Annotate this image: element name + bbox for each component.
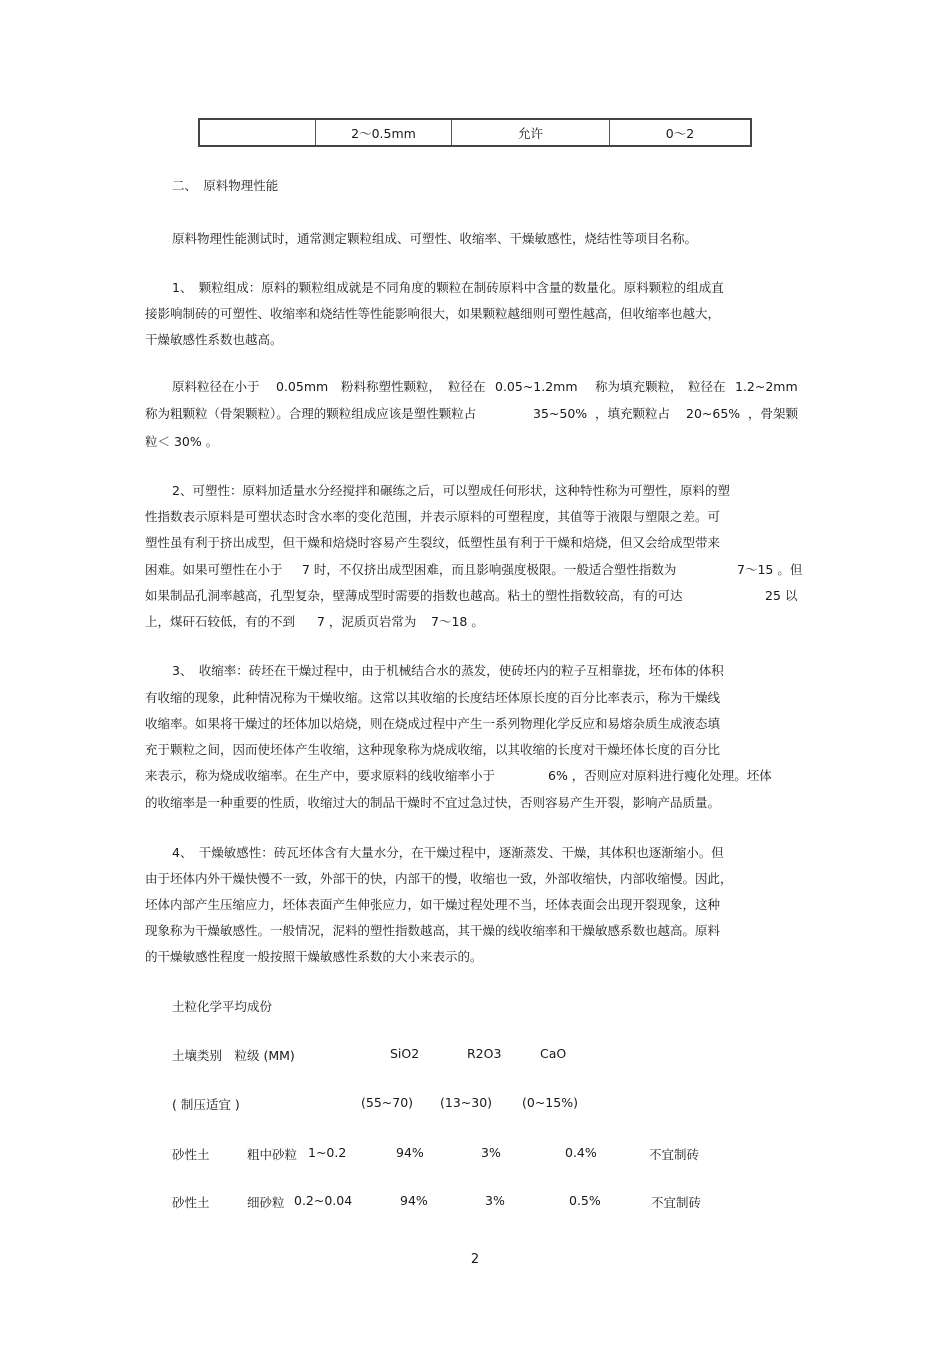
paragraph-line: 现象称为干燥敏感性。一般情况，泥料的塑性指数越高，其干燥的线收缩率和干燥敏感系数也越高。原料 xyxy=(145,923,721,938)
soil-cell: 94% xyxy=(396,1145,424,1160)
top-table-row xyxy=(198,118,752,147)
text-run: 25 以 xyxy=(765,588,798,603)
text-run: 7～18 。 xyxy=(431,614,484,629)
soil-cell: 0.5% xyxy=(569,1193,601,1208)
text-run: 粉料称塑性颗粒， xyxy=(341,379,442,394)
text-run: 6% ，否则应对原料进行瘦化处理。坯体 xyxy=(548,768,772,783)
soil-table-title: 土粒化学平均成份 xyxy=(172,999,273,1014)
text-run: 35~50% xyxy=(533,406,588,421)
soil-header-cell: CaO xyxy=(540,1046,567,1061)
intro-paragraph: 原料物理性能测试时，通常测定颗粒组成、可塑性、收缩率、干燥敏感性，烧结性等项目名称。 xyxy=(172,231,698,246)
soil-cell: 砂性土 xyxy=(172,1195,210,1210)
text-run: 上，煤矸石较低，有的不到 xyxy=(145,614,296,629)
paragraph-line: 有收缩的现象，此种情况称为干燥收缩。这常以其收缩的长度结坯体原长度的百分比率表示，称为干燥线 xyxy=(145,690,721,705)
table-cell: 0～2 xyxy=(665,125,695,141)
table-cell xyxy=(200,120,316,145)
paragraph-line xyxy=(0,766,950,786)
section-heading: 二、 原料物理性能 xyxy=(172,178,279,193)
soil-cell: 1~0.2 xyxy=(308,1145,347,1160)
page-number: 2 xyxy=(470,1252,480,1267)
text-run: 7 ，泥质页岩常为 xyxy=(317,614,417,629)
text-run: 7 时，不仅挤出成型困难，而且影响强度极限。一般适合塑性指数为 xyxy=(302,562,677,577)
soil-cell: 3% xyxy=(485,1193,505,1208)
paragraph-line xyxy=(0,377,950,397)
soil-cell: 不宜制砖 xyxy=(649,1147,700,1162)
soil-subheader-cell: (13~30) xyxy=(440,1095,493,1110)
soil-cell: 粗中砂粒 xyxy=(247,1147,298,1162)
soil-subheader-cell: (55~70) xyxy=(361,1095,414,1110)
paragraph-line: 由于坯体内外干燥快慢不一致，外部干的快，内部干的慢，收缩也一致，外部收缩快，内部收缩慢。因此， xyxy=(145,871,733,886)
text-run: ，填充颗粒占 xyxy=(595,406,671,421)
text-run: 原料粒径在小于 xyxy=(172,379,260,394)
paragraph-line: 3、 收缩率：砖坯在干燥过程中，由于机械结合水的蒸发，使砖坯内的粒子互相靠拢，坯布体的体积 xyxy=(172,663,724,678)
text-run: 1.2~2mm xyxy=(735,379,798,394)
text-run: 0.05mm xyxy=(276,379,329,394)
paragraph-line: 的干燥敏感性程度一般按照干燥敏感性系数的大小来表示的。 xyxy=(145,949,483,964)
soil-cell: 3% xyxy=(481,1145,501,1160)
paragraph-line: 充于颗粒之间，因而使坯体产生收缩，这种现象称为烧成收缩，以其收缩的长度对干燥坯体长度的百分比 xyxy=(145,742,721,757)
paragraph-line xyxy=(0,612,950,632)
soil-cell: 94% xyxy=(400,1193,428,1208)
table-cell: 2～0.5mm xyxy=(316,120,452,145)
paragraph-line: 4、 干燥敏感性：砖瓦坯体含有大量水分，在干燥过程中，逐渐蒸发、干燥，其体积也逐渐缩小。但 xyxy=(172,845,724,860)
text-run: 来表示，称为烧成收缩率。在生产中，要求原料的线收缩率小于 xyxy=(145,768,496,783)
paragraph-line: 2、可塑性：原料加适量水分经搅拌和碾练之后，可以塑成任何形状，这种特性称为可塑性，原料的塑 xyxy=(172,483,730,498)
paragraph-line: 性指数表示原料是可塑状态时含水率的变化范围，并表示原料的可塑程度，其值等于液限与塑限之差。可 xyxy=(145,509,721,524)
soil-cell: 不宜制砖 xyxy=(651,1195,702,1210)
text-run: 称为填充颗粒， xyxy=(595,379,683,394)
soil-header-cell: 土壤类别 粒级 (MM) xyxy=(172,1048,295,1063)
text-run: 7～15 。但 xyxy=(737,562,803,577)
paragraph-line: 粒＜ 30% 。 xyxy=(145,434,219,449)
text-run: 称为粗颗粒（骨架颗粒）。合理的颗粒组成应该是塑性颗粒占 xyxy=(145,406,477,421)
text-run: 困难。如果可塑性在小于 xyxy=(145,562,283,577)
table-cell: 允许 xyxy=(452,120,610,145)
soil-cell: 细砂粒 xyxy=(247,1195,285,1210)
paragraph-line: 收缩率。如果将干燥过的坯体加以焙烧，则在烧成过程中产生一系列物理化学反应和易熔杂质生成液态填 xyxy=(145,716,721,731)
paragraph-line xyxy=(0,560,950,580)
paragraph-line: 1、 颗粒组成：原料的颗粒组成就是不同角度的颗粒在制砖原料中含量的数量化。原料颗粒的组成直 xyxy=(172,280,724,295)
paragraph-line: 接影响制砖的可塑性、收缩率和烧结性等性能影响很大，如果颗粒越细则可塑性越高，但收缩率也越大， xyxy=(145,306,721,321)
paragraph-line: 干燥敏感性系数也越高。 xyxy=(145,332,283,347)
soil-header-cell: R2O3 xyxy=(467,1046,502,1061)
text-run: 20~65% xyxy=(686,406,741,421)
paragraph-line xyxy=(0,586,950,606)
soil-header-cell: SiO2 xyxy=(390,1046,420,1061)
soil-subheader-cell: ( 制压适宜 ) xyxy=(172,1097,240,1112)
text-run: ，骨架颗 xyxy=(748,406,799,421)
text-run: 粒径在 xyxy=(448,379,486,394)
soil-cell: 0.4% xyxy=(565,1145,597,1160)
text-run: 如果制品孔洞率越高，孔型复杂，壁薄成型时需要的指数也越高。粘土的塑性指数较高，有的可达 xyxy=(145,588,683,603)
paragraph-line xyxy=(0,404,950,424)
text-run: 0.05~1.2mm xyxy=(495,379,578,394)
soil-subheader-cell: (0~15%) xyxy=(522,1095,578,1110)
text-run: 粒径在 xyxy=(688,379,726,394)
paragraph-line: 塑性虽有利于挤出成型，但干燥和焙烧时容易产生裂纹，低塑性虽有利于干燥和焙烧，但又会给成型带来 xyxy=(145,535,721,550)
paragraph-line: 的收缩率是一种重要的性质，收缩过大的制品干燥时不宜过急过快，否则容易产生开裂，影响产品质量。 xyxy=(145,795,721,810)
soil-cell: 0.2~0.04 xyxy=(294,1193,353,1208)
paragraph-line: 坯体内部产生压缩应力，坯体表面产生伸张应力，如干燥过程处理不当，坯体表面会出现开裂现象，这种 xyxy=(145,897,721,912)
soil-cell: 砂性土 xyxy=(172,1147,210,1162)
